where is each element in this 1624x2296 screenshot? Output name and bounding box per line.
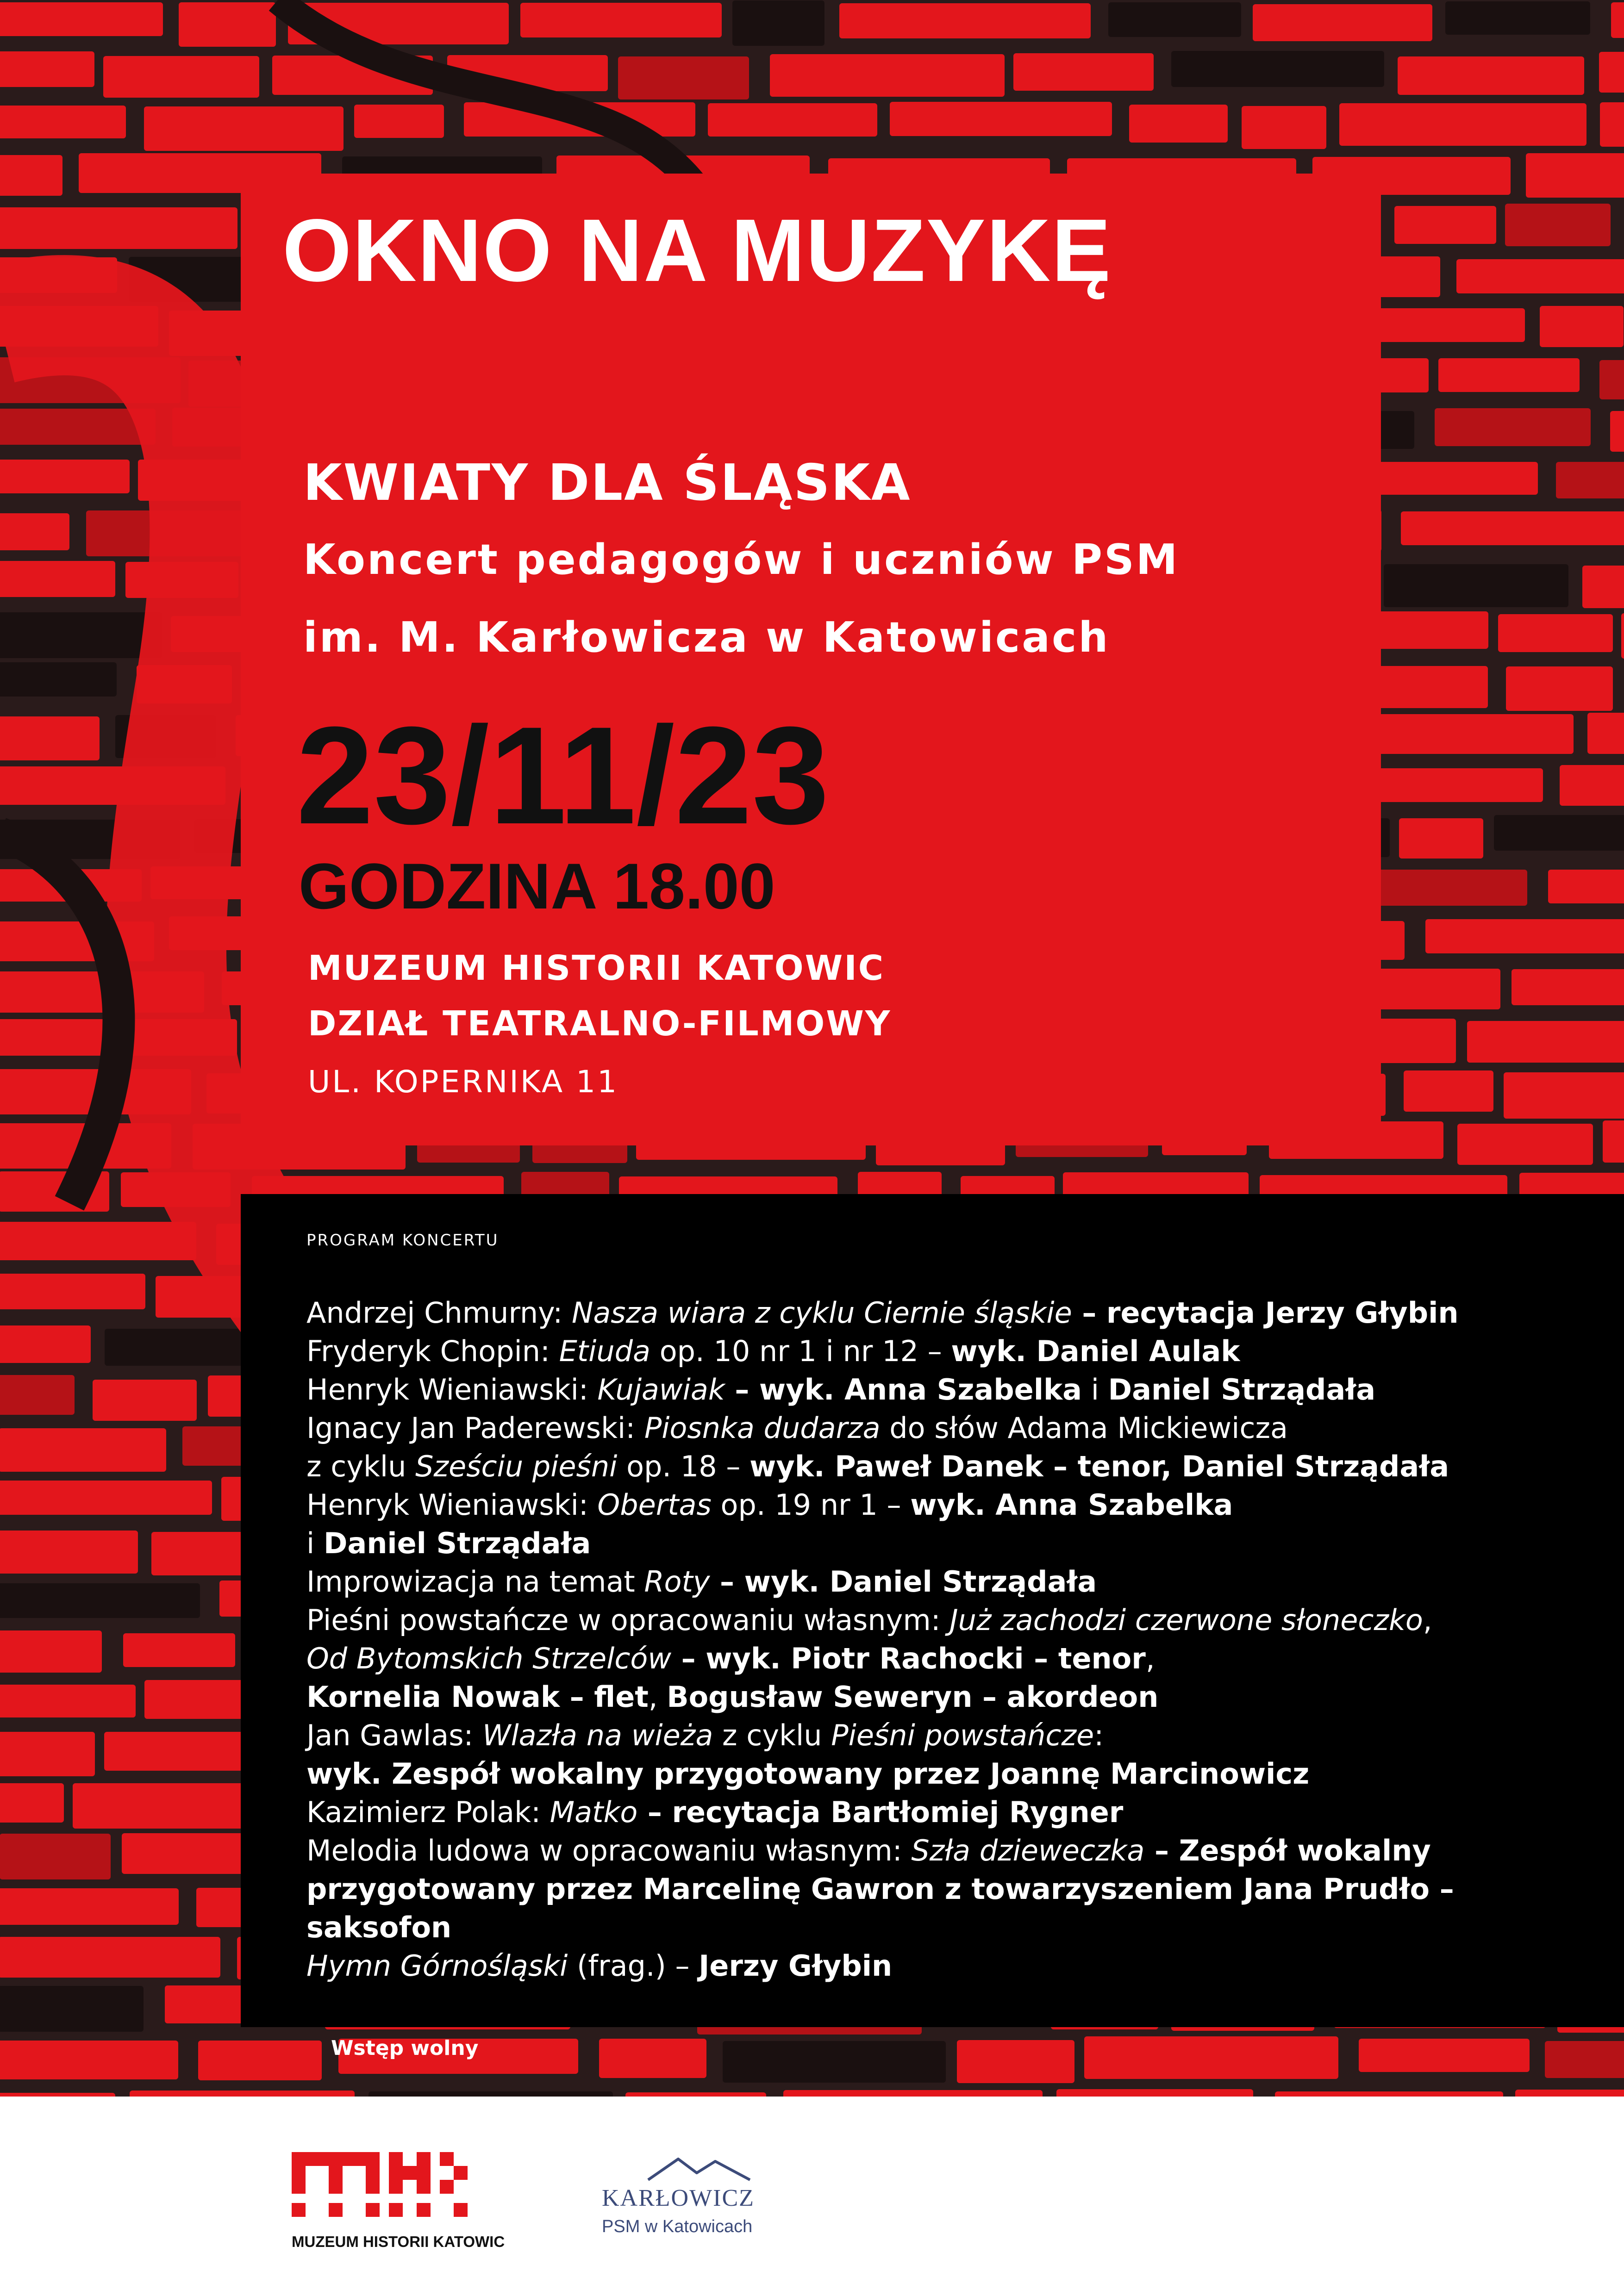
title-panel xyxy=(241,174,1381,1145)
program-line-segment: op. 18 – xyxy=(617,1450,750,1483)
program-line-segment: Fryderyk Chopin: xyxy=(306,1334,559,1368)
program-line-segment: Jerzy Głybin xyxy=(699,1949,893,1983)
program-label: PROGRAM KONCERTU xyxy=(306,1231,499,1250)
program-list xyxy=(306,1294,1603,1985)
program-line-segment: – wyk. Anna Szabelka xyxy=(725,1373,1082,1406)
program-line xyxy=(306,1639,1603,1678)
program-line-segment: Nasza wiara z cyklu Ciernie śląskie xyxy=(571,1296,1072,1330)
program-line-segment: Jan Gawlas: xyxy=(306,1718,483,1752)
program-line-segment: Daniel Strządała xyxy=(1108,1373,1376,1406)
program-line xyxy=(306,1601,1603,1639)
program-line xyxy=(306,1524,1603,1562)
program-line xyxy=(306,1409,1603,1447)
program-line-segment: Roty xyxy=(644,1565,710,1599)
program-line xyxy=(306,1678,1603,1716)
program-line xyxy=(306,1562,1603,1601)
program-line xyxy=(306,1486,1603,1524)
program-line-segment: Od Bytomskich Strzelców xyxy=(306,1642,672,1675)
program-line xyxy=(306,1716,1603,1755)
program-line-segment: : xyxy=(1094,1718,1104,1752)
program-line-segment: wyk. Anna Szabelka xyxy=(910,1488,1233,1522)
program-line-segment: Pieśni powstańcze xyxy=(831,1718,1094,1752)
program-line-segment: op. 10 nr 1 i nr 12 – xyxy=(650,1334,951,1368)
program-line-segment: Ignacy Jan Paderewski: xyxy=(306,1411,644,1445)
program-panel xyxy=(241,1194,1624,2027)
concert-title: KWIATY DLA ŚLĄSKA xyxy=(303,454,912,512)
program-line-segment: do słów Adama Mickiewicza xyxy=(880,1411,1288,1445)
program-line-segment: – Zespół wokalny xyxy=(1144,1834,1431,1867)
program-line-segment: Pieśni powstańcze w opracowaniu własnym: xyxy=(306,1603,950,1637)
program-line-segment: Andrzej Chmurny: xyxy=(306,1296,572,1330)
program-line-segment: z cyklu xyxy=(713,1718,831,1752)
program-line-segment: i xyxy=(306,1526,324,1560)
program-line-segment: i xyxy=(1082,1373,1108,1406)
program-line-segment: wyk. Daniel Aulak xyxy=(951,1334,1240,1368)
program-line xyxy=(306,1332,1603,1370)
program-line-segment: – wyk. Piotr Rachocki – tenor xyxy=(671,1642,1146,1675)
mhk-logo-caption: MUZEUM HISTORII KATOWIC xyxy=(292,2233,505,2250)
program-line xyxy=(306,1447,1603,1486)
program-line-segment: Kazimierz Polak: xyxy=(306,1795,550,1829)
program-line xyxy=(306,1370,1603,1409)
program-line-segment: Kujawiak xyxy=(597,1373,725,1406)
program-line-segment: Bogusław Seweryn – akordeon xyxy=(667,1680,1159,1714)
program-line-segment: Szła dzieweczka xyxy=(911,1834,1145,1867)
program-line-segment: op. 19 nr 1 – xyxy=(711,1488,911,1522)
program-line-segment: Improwizacja na temat xyxy=(306,1565,644,1599)
program-line-segment: Hymn Górnośląski xyxy=(306,1949,568,1983)
program-line-segment: Wlazła na wieża xyxy=(482,1718,713,1752)
poster-title: OKNO NA MUZYKĘ xyxy=(282,200,1112,300)
free-entry-note: Wstęp wolny xyxy=(331,2036,479,2060)
program-line xyxy=(306,1947,1603,1985)
venue-address: UL. KOPERNIKA 11 xyxy=(308,1064,619,1100)
program-line xyxy=(306,1755,1603,1793)
program-line-segment: – recytacja Jerzy Głybin xyxy=(1072,1296,1459,1330)
program-line xyxy=(306,1831,1603,1870)
program-line xyxy=(306,1870,1603,1908)
program-line-segment: (frag.) – xyxy=(568,1949,699,1983)
program-line-segment: Matko xyxy=(550,1795,638,1829)
program-line-segment: Henryk Wieniawski: xyxy=(306,1488,598,1522)
program-line-segment: Etiuda xyxy=(559,1334,650,1368)
mhk-logo xyxy=(292,2152,472,2221)
karlowicz-logo-subtitle: PSM w Katowicach xyxy=(602,2217,753,2236)
program-line-segment: , xyxy=(1145,1642,1155,1675)
program-line-segment: wyk. Zespół wokalny przygotowany przez Joannę Marcinowicz xyxy=(306,1757,1310,1791)
program-line-segment: wyk. Paweł Danek – tenor, Daniel Strządała xyxy=(750,1450,1449,1483)
program-line-segment: Piosnka dudarza xyxy=(644,1411,881,1445)
karlowicz-mountain-icon xyxy=(646,2154,752,2182)
program-line xyxy=(306,1908,1603,1947)
program-line-segment: – wyk. Daniel Strządała xyxy=(710,1565,1097,1599)
program-line-segment: Sześciu pieśni xyxy=(415,1450,618,1483)
program-line-segment: przygotowany przez Marcelinę Gawron z towarzyszeniem Jana Prudło – xyxy=(306,1872,1454,1906)
school-name: im. M. Karłowicza w Katowicach xyxy=(303,613,1110,662)
program-line-segment: Kornelia Nowak – flet xyxy=(306,1680,649,1714)
program-line-segment: , xyxy=(1423,1603,1432,1637)
venue-name: MUZEUM HISTORII KATOWIC xyxy=(308,948,885,988)
program-line-segment: , xyxy=(648,1680,667,1714)
program-line-segment: Obertas xyxy=(597,1488,712,1522)
program-line-segment: – recytacja Bartłomiej Rygner xyxy=(637,1795,1124,1829)
program-line xyxy=(306,1793,1603,1831)
program-line xyxy=(306,1294,1603,1332)
karlowicz-logo-name: KARŁOWICZ xyxy=(602,2185,755,2211)
program-line-segment: Już zachodzi czerwone słoneczko xyxy=(949,1603,1423,1637)
venue-department: DZIAŁ TEATRALNO-FILMOWY xyxy=(308,1004,892,1044)
program-line-segment: Daniel Strządała xyxy=(323,1526,591,1560)
program-line-segment: Melodia ludowa w opracowaniu własnym: xyxy=(306,1834,912,1867)
event-time: GODZINA 18.00 xyxy=(299,850,775,922)
concert-subtitle: Koncert pedagogów i uczniów PSM xyxy=(303,535,1180,584)
program-line-segment: z cyklu xyxy=(306,1450,416,1483)
event-date: 23/11/23 xyxy=(296,697,830,853)
program-line-segment: saksofon xyxy=(306,1910,452,1944)
program-line-segment: Henryk Wieniawski: xyxy=(306,1373,598,1406)
